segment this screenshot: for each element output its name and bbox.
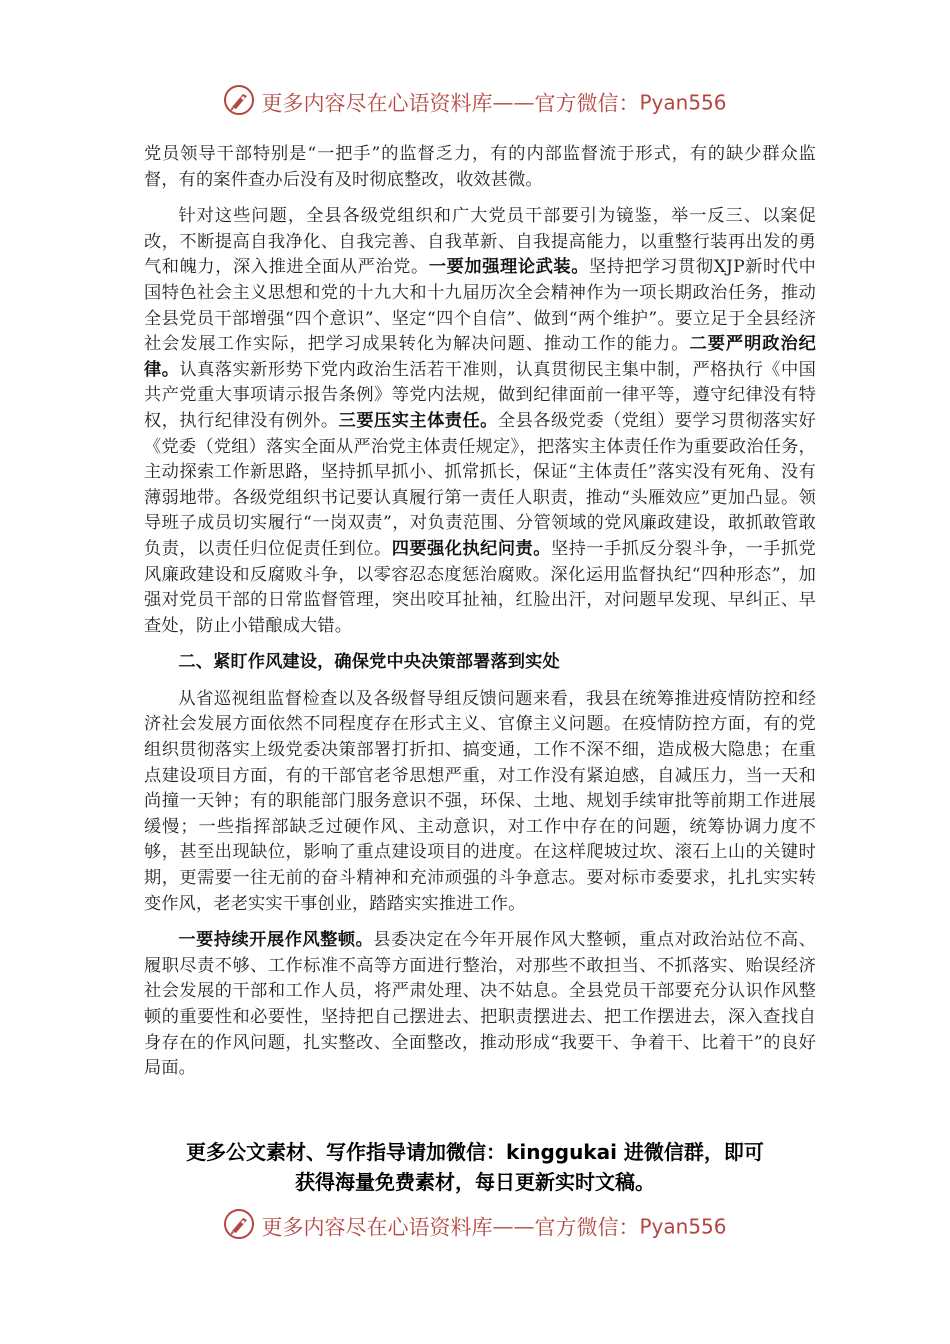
paragraph-4 <box>144 928 816 1082</box>
watermark-brand: 更多内容尽在心语资料库 <box>261 1215 493 1240</box>
watermark-separator: —— <box>492 1214 535 1239</box>
section-heading-2: 二、紧盯作风建设，确保党中央决策部署落到实处 <box>178 652 560 673</box>
paragraph-1: 党员领导干部特别是“一把手”的监督乏力，有的内部监督流于形式，有的缺少群众监督，有的案件查办后没有及时彻底整改，收效甚微。 <box>144 144 816 190</box>
watermark-wechat-id: Pyan556 <box>639 90 727 115</box>
promo-line-2: 获得海量免费素材，每日更新实时文稿。 <box>295 1170 655 1194</box>
document-body <box>144 142 816 1082</box>
footer-watermark <box>0 1208 950 1245</box>
bold-point-4: 四要强化执纪问责。 <box>391 538 551 559</box>
paragraph-2-text-5: 坚持一手抓反分裂斗争，一手抓党风廉政建设和反腐败斗争，以零容忍态度惩治腐败。深化运用监督执纪“四种形态”，加强对党员干部的日常监督管理，突出咬耳扯袖，红脸出汗，对问题早发现、早纠正、早查处，防止小错酿成大错。 <box>144 538 816 636</box>
promo-notice <box>110 1137 840 1197</box>
paragraph-4-text-1: 县委决定在今年开展作风大整顿，重点对政治站位不高、履职尽责不够、工作标准不高等方面进行整治，对那些不敢担当、不抓落实、贻误经济社会发展的干部和工作人员，将严肃处理、决不姑息。全县党员干部要充分认识作风整顿的重要性和必要性，坚持把自己摆进去、把职责摆进去、把工作摆进去，深入查找自身存在的作风问题，扎实整改、全面整改，推动形成“我要干、争着干、比着干”的良好局面。 <box>144 930 816 1079</box>
watermark-separator: —— <box>492 90 535 115</box>
promo-line-1: 更多公文素材、写作指导请加微信：kinggukai 进微信群，即可 <box>186 1140 764 1164</box>
bold-point-3: 三要压实主体责任。 <box>338 410 498 431</box>
paragraph-2 <box>144 204 816 639</box>
pen-nib-icon <box>223 84 255 121</box>
paragraph-3: 从省巡视组监督检查以及各级督导组反馈问题来看，我县在统筹推进疫情防控和经济社会发展方面依然不同程度存在形式主义、官僚主义问题。在疫情防控方面，有的党组织贯彻落实上级党委决策部署打折扣、搞变通，工作不深不细，造成极大隐患；在重点建设项目方面，有的干部官老爷思想严重，对工作没有紧迫感，自减压力，当一天和尚撞一天钟；有的职能部门服务意识不强，环保、土地、规划手续审批等前期工作进展缓慢；一些指挥部缺乏过硬作风、主动意识，对工作中存在的问题，统筹协调力度不够，甚至出现缺位，影响了重点建设项目的进度。在这样爬坡过坎、滚石上山的关键时期，更需要一往无前的奋斗精神和充沛顽强的斗争意志。要对标市委要求，扎扎实实转变作风，老老实实干事创业，踏踏实实推进工作。 <box>144 688 816 914</box>
paragraph-2-text-2: 坚持把学习贯彻XJP新时代中国特色社会主义思想和党的十九大和十九届历次全会精神作为一项长期政治任务，推动全县党员干部增强“四个意识”、坚定“四个自信”、做到“两个维护”。要立足于全县经济社会发展工作实际，把学习成果转化为解决问题、推动工作的能力。 <box>144 257 817 355</box>
bold-point-5: 一要持续开展作风整顿。 <box>178 930 374 951</box>
watermark-label: 官方微信： <box>534 1215 640 1240</box>
watermark-wechat-id: Pyan556 <box>639 1214 727 1239</box>
watermark-label: 官方微信： <box>534 91 640 116</box>
bold-point-2: 二要严明政治纪律。 <box>144 334 816 380</box>
pen-nib-icon <box>223 1208 255 1245</box>
paragraph-2-text-3: 认真落实新形势下党内政治生活若干准则，认真贯彻民主集中制，严格执行《中国共产党重大事项请示报告条例》等党内法规，做到纪律面前一律平等，遵守纪律没有特权，执行纪律没有例外。 <box>144 359 816 431</box>
header-watermark <box>0 84 950 121</box>
watermark-brand: 更多内容尽在心语资料库 <box>261 91 493 116</box>
bold-point-1: 一要加强理论武装。 <box>428 257 590 278</box>
paragraph-2-text-4: 全县各级党委（党组）要学习贯彻落实好《党委（党组）落实全面从严治党主体责任规定》，把落实主体责任作为重要政治任务，主动探索工作新思路，坚持抓早抓小、抓常抓长，保证“主体责任”落实没有死角、没有薄弱地带。各级党组织书记要认真履行第一责任人职责，推动“头雁效应”更加凸显。领导班子成员切实履行“一岗双责”，对负责范围、分管领域的党风廉政建设，敢抓敢管敢负责，以责任归位促责任到位。 <box>144 410 816 559</box>
paragraph-2-text-1: 针对这些问题，全县各级党组织和广大党员干部要引为镜鉴，举一反三、以案促改，不断提高自我净化、自我完善、自我革新、自我提高能力，以重整行装再出发的勇气和魄力，深入推进全面从严治党。 <box>144 206 816 278</box>
